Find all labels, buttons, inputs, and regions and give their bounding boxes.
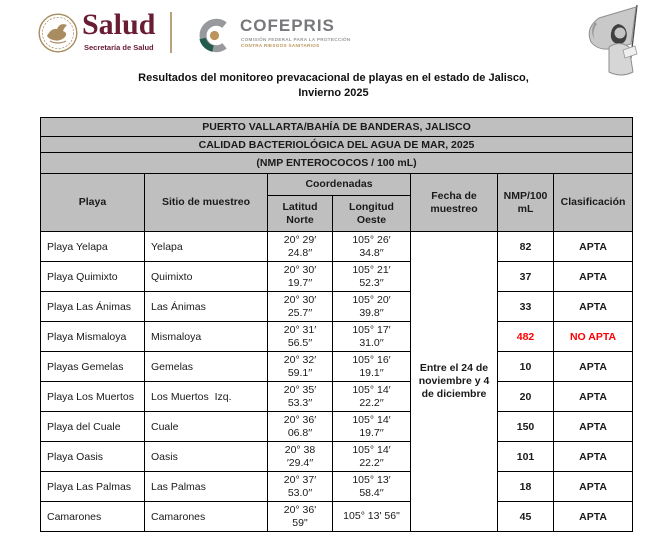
band-units-label: (NMP ENTEROCOCOS / 100 mL): [41, 153, 633, 174]
longitude-cell: 105° 17′ 31.0′′: [333, 322, 411, 352]
clasificacion-cell: APTA: [554, 502, 633, 532]
clasificacion-cell: APTA: [554, 472, 633, 502]
table-band-quality: [41, 137, 633, 153]
playa-cell: Camarones: [41, 502, 145, 532]
table-row: [41, 472, 633, 502]
sitio-cell: Mismaloya: [145, 322, 268, 352]
nmp-cell: 150: [498, 412, 554, 442]
clasificacion-cell: APTA: [554, 412, 633, 442]
clasificacion-cell: APTA: [554, 382, 633, 412]
col-header-sitio: Sitio de muestreo: [145, 174, 268, 232]
nmp-cell: 10: [498, 352, 554, 382]
nmp-cell: 18: [498, 472, 554, 502]
sitio-cell: Cuale: [145, 412, 268, 442]
nmp-cell: 101: [498, 442, 554, 472]
table-row: [41, 382, 633, 412]
salud-eagle-seal-icon: [38, 13, 78, 53]
table-row: [41, 322, 633, 352]
col-header-coordenadas: Coordenadas: [268, 174, 411, 196]
longitude-cell: 105° 13' 56": [333, 502, 411, 532]
table-row: [41, 352, 633, 382]
table-band-location: [41, 118, 633, 137]
logo-divider: [170, 12, 172, 53]
band-quality-label: CALIDAD BACTERIOLÓGICA DEL AGUA DE MAR, 2025: [41, 137, 633, 153]
playa-cell: Playa del Cuale: [41, 412, 145, 442]
clasificacion-cell: APTA: [554, 352, 633, 382]
playa-cell: Playa Oasis: [41, 442, 145, 472]
nmp-cell: 33: [498, 292, 554, 322]
clasificacion-cell: APTA: [554, 262, 633, 292]
playa-cell: Playa Mismaloya: [41, 322, 145, 352]
nmp-cell: 45: [498, 502, 554, 532]
document-title-line2: Invierno 2025: [298, 87, 369, 99]
col-header-latitud: Latitud Norte: [268, 196, 333, 232]
longitude-cell: 105° 21′ 52.3′′: [333, 262, 411, 292]
results-table: [40, 117, 633, 532]
clasificacion-cell: NO APTA: [554, 322, 633, 352]
sitio-cell: Gemelas: [145, 352, 268, 382]
clasificacion-cell: APTA: [554, 442, 633, 472]
longitude-cell: 105° 16′ 19.1′′: [333, 352, 411, 382]
table-row: [41, 502, 633, 532]
sitio-cell: Las Ánimas: [145, 292, 268, 322]
sitio-cell: Quimixto: [145, 262, 268, 292]
table-row: [41, 442, 633, 472]
latitude-cell: 20° 37′ 53.0′′: [268, 472, 333, 502]
sitio-cell: Las Palmas: [145, 472, 268, 502]
table-row: [41, 292, 633, 322]
salud-wordmark: Salud: [82, 8, 156, 41]
latitude-cell: 20° 30′ 19.7′′: [268, 262, 333, 292]
column-header-row-1: [41, 174, 633, 196]
playa-cell: Playa Quimixto: [41, 262, 145, 292]
latitude-cell: 20° 32′ 59.1′′: [268, 352, 333, 382]
nmp-cell: 37: [498, 262, 554, 292]
table-row: [41, 262, 633, 292]
playa-cell: Playa Las Ánimas: [41, 292, 145, 322]
playa-cell: Playa Los Muertos: [41, 382, 145, 412]
latitude-cell: 20° 38 ′29.4′′: [268, 442, 333, 472]
col-header-clasificacion: Clasificación: [554, 174, 633, 232]
playa-cell: Playa Yelapa: [41, 232, 145, 262]
longitude-cell: 105° 26′ 34.8′′: [333, 232, 411, 262]
document-title: [0, 71, 667, 101]
longitude-cell: 105° 20′ 39.8′′: [333, 292, 411, 322]
sitio-cell: Los Muertos Izq.: [145, 382, 268, 412]
col-header-fecha: Fecha de muestreo: [411, 174, 498, 232]
nmp-cell: 482: [498, 322, 554, 352]
longitude-cell: 105° 14′ 22.2′′: [333, 442, 411, 472]
longitude-cell: 105° 14′ 22.2′′: [333, 382, 411, 412]
latitude-cell: 20° 29′ 24.8′′: [268, 232, 333, 262]
clasificacion-cell: APTA: [554, 232, 633, 262]
playa-cell: Playa Las Palmas: [41, 472, 145, 502]
nmp-cell: 20: [498, 382, 554, 412]
sitio-cell: Oasis: [145, 442, 268, 472]
nmp-cell: 82: [498, 232, 554, 262]
col-header-nmp: NMP/100 mL: [498, 174, 554, 232]
table-band-units: [41, 153, 633, 174]
sitio-cell: Camarones: [145, 502, 268, 532]
longitude-cell: 105° 14′ 19.7′′: [333, 412, 411, 442]
latitude-cell: 20° 35′ 53.3′′: [268, 382, 333, 412]
col-header-longitud: Longitud Oeste: [333, 196, 411, 232]
col-header-playa: Playa: [41, 174, 145, 232]
cofepris-c-icon: [197, 17, 234, 54]
latitude-cell: 20° 30′ 25.7′′: [268, 292, 333, 322]
playa-cell: Playas Gemelas: [41, 352, 145, 382]
latitude-cell: 20° 36′ 06.8′′: [268, 412, 333, 442]
salud-subtitle: Secretaría de Salud: [84, 43, 154, 52]
table-row: [41, 232, 633, 262]
clasificacion-cell: APTA: [554, 292, 633, 322]
cofepris-wordmark: COFEPRIS: [240, 16, 335, 35]
flag-woman-image: [571, 2, 663, 78]
document-title-line1: Resultados del monitoreo prevacacional de playas en el estado de Jalisco,: [138, 72, 529, 84]
latitude-cell: 20° 36' 59": [268, 502, 333, 532]
cofepris-subtitle-line2: CONTRA RIESGOS SANITARIOS: [241, 43, 320, 48]
latitude-cell: 20° 31′ 56.5′′: [268, 322, 333, 352]
fecha-muestreo-cell: Entre el 24 de noviembre y 4 de diciembre: [411, 232, 498, 532]
sitio-cell: Yelapa: [145, 232, 268, 262]
longitude-cell: 105° 13′ 58.4′′: [333, 472, 411, 502]
cofepris-subtitle-line1: COMISIÓN FEDERAL PARA LA PROTECCIÓN: [241, 37, 351, 42]
band-location-label: PUERTO VALLARTA/BAHÍA DE BANDERAS, JALISCO: [41, 118, 633, 137]
table-row: [41, 412, 633, 442]
